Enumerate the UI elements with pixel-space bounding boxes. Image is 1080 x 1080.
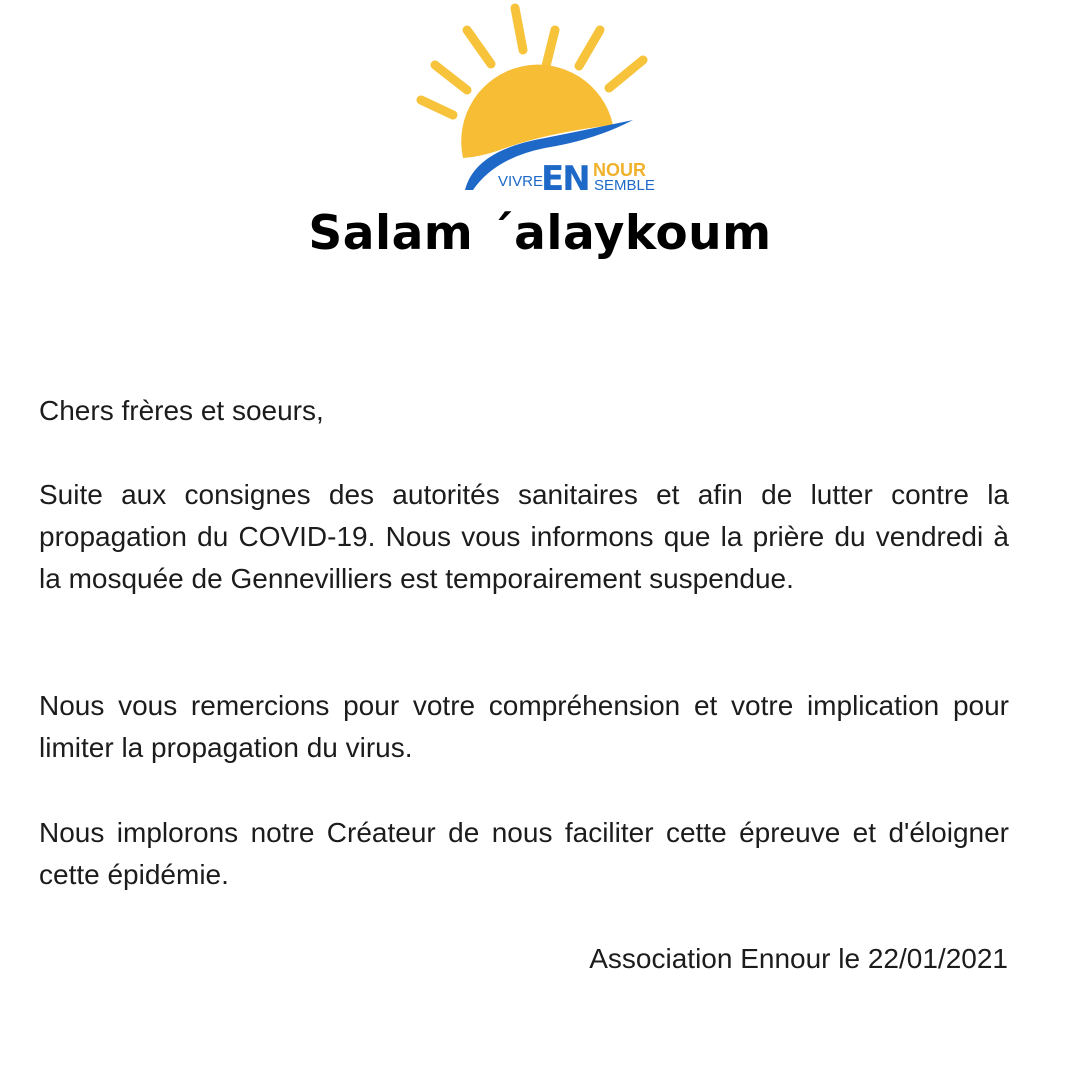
ennour-logo — [405, 0, 680, 200]
greeting-text: Chers frères et soeurs, — [39, 395, 324, 426]
logo-en-text: EN — [541, 159, 589, 199]
signature-line: Association Ennour le 22/01/2021 — [589, 943, 1008, 974]
paragraph-prayer: Nous implorons notre Créateur de nous faciliter cette épreuve et d'éloigner cette épidémie. — [39, 817, 1009, 890]
logo-semble-text: SEMBLE — [594, 177, 655, 194]
logo-nour-text: NOUR — [593, 160, 646, 180]
paragraph-thanks: Nous vous remercions pour votre compréhension et votre implication pour limiter la propagation du virus. — [39, 690, 1009, 763]
paragraph-suspension-notice: Suite aux consignes des autorités sanitaires et afin de lutter contre la propagation du COVID-19. Nous vous informons que la prière du vendredi à la mosquée de Gennevilliers est temporairement suspendue. — [39, 479, 1009, 594]
page-title: Salam ´alaykoum — [308, 206, 772, 261]
logo-vivre-text: VIVRE — [497, 173, 543, 190]
